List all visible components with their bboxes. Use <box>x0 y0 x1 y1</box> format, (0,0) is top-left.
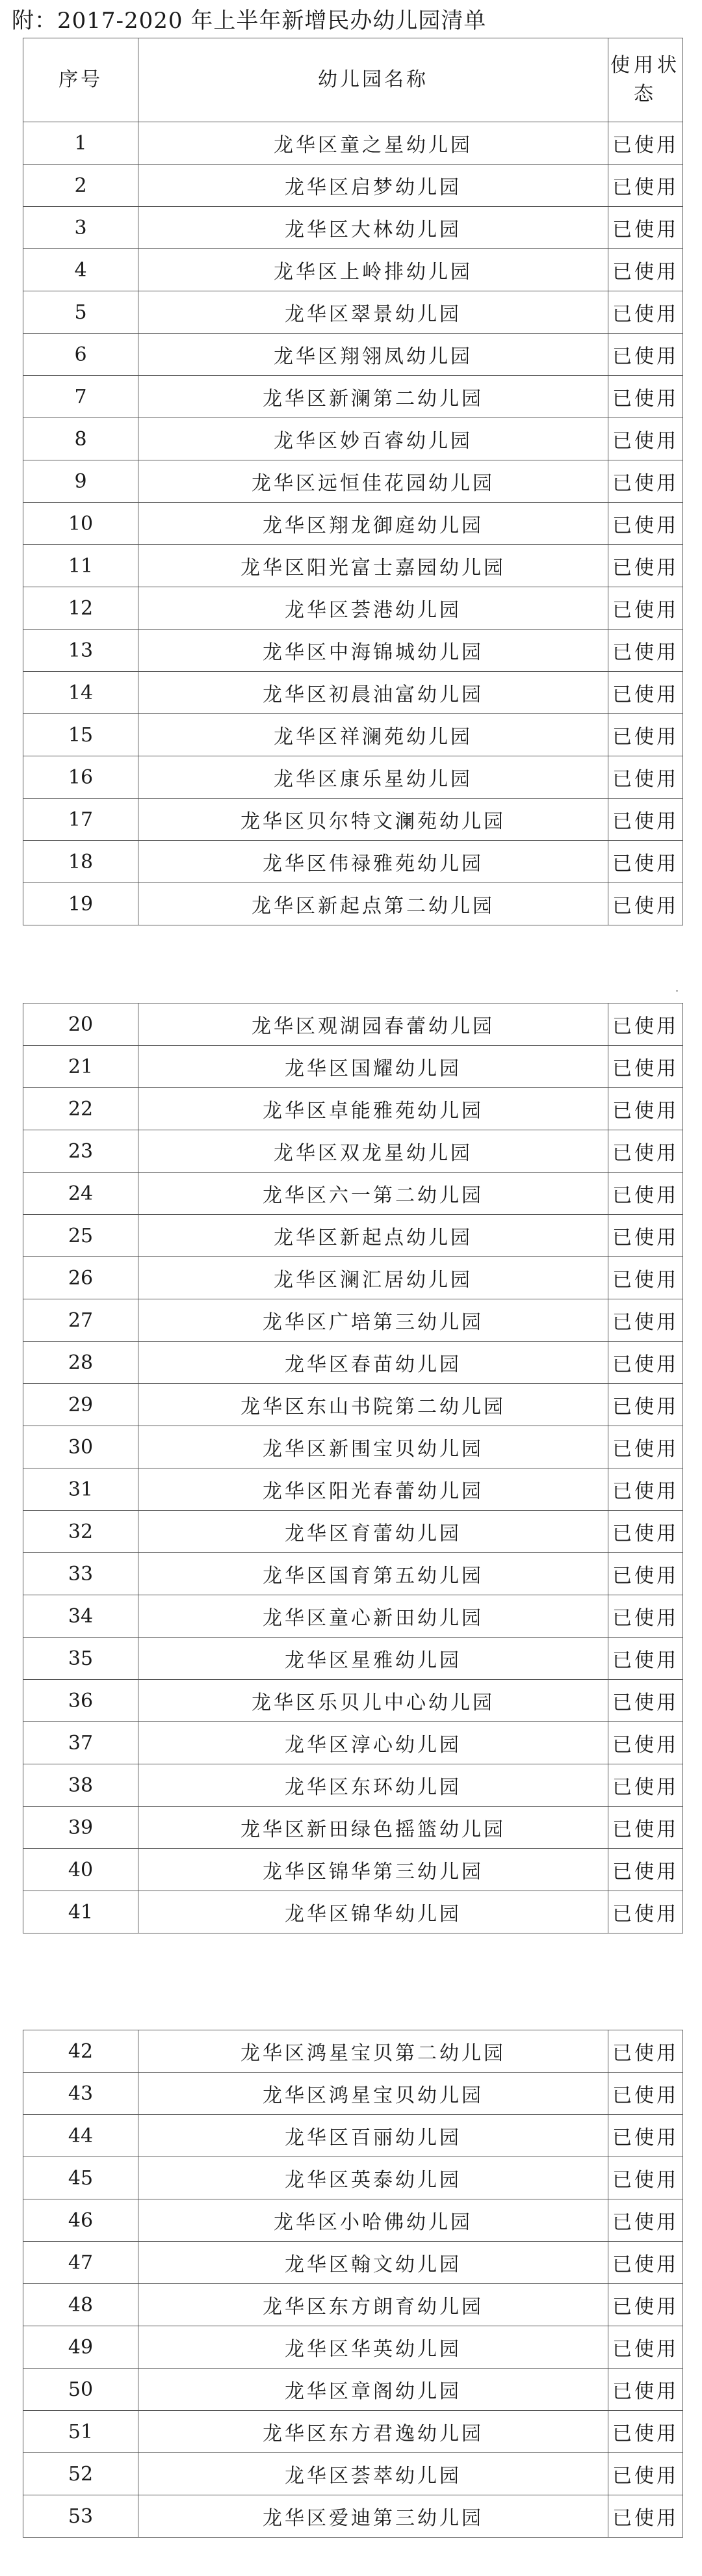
table-row <box>23 2453 683 2495</box>
table-row <box>23 630 683 672</box>
row-index: 52 <box>23 2453 138 2495</box>
table-row <box>23 1426 683 1468</box>
row-kindergarten-name: 龙华区启梦幼儿园 <box>138 165 608 207</box>
row-kindergarten-name: 龙华区阳光春蕾幼儿园 <box>138 1468 608 1511</box>
row-index: 8 <box>23 418 138 460</box>
row-kindergarten-name: 龙华区锦华第三幼儿园 <box>138 1849 608 1891</box>
row-kindergarten-name: 龙华区百丽幼儿园 <box>138 2115 608 2157</box>
row-kindergarten-name: 龙华区星雅幼儿园 <box>138 1638 608 1680</box>
row-kindergarten-name: 龙华区东方君逸幼儿园 <box>138 2411 608 2453</box>
row-status: 已使用 <box>608 1130 683 1173</box>
row-index: 36 <box>23 1680 138 1722</box>
row-status: 已使用 <box>608 1722 683 1764</box>
row-index: 26 <box>23 1257 138 1299</box>
header-status <box>608 38 683 122</box>
row-kindergarten-name: 龙华区乐贝儿中心幼儿园 <box>138 1680 608 1722</box>
table-row <box>23 460 683 503</box>
table-row <box>23 883 683 925</box>
row-index: 51 <box>23 2411 138 2453</box>
row-status: 已使用 <box>608 207 683 249</box>
row-index: 17 <box>23 799 138 841</box>
row-status: 已使用 <box>608 1257 683 1299</box>
row-status: 已使用 <box>608 1003 683 1046</box>
row-status: 已使用 <box>608 672 683 714</box>
row-index: 49 <box>23 2326 138 2369</box>
table-row <box>23 1342 683 1384</box>
row-index: 12 <box>23 587 138 630</box>
row-kindergarten-name: 龙华区东方朗育幼儿园 <box>138 2284 608 2326</box>
row-status: 已使用 <box>608 1426 683 1468</box>
row-kindergarten-name: 龙华区育蕾幼儿园 <box>138 1511 608 1553</box>
row-status: 已使用 <box>608 460 683 503</box>
row-status: 已使用 <box>608 2453 683 2495</box>
row-kindergarten-name: 龙华区双龙星幼儿园 <box>138 1130 608 1173</box>
row-status: 已使用 <box>608 1595 683 1638</box>
row-status: 已使用 <box>608 2242 683 2284</box>
row-kindergarten-name: 龙华区翠景幼儿园 <box>138 291 608 334</box>
row-status: 已使用 <box>608 249 683 291</box>
table-row <box>23 1553 683 1595</box>
row-status: 已使用 <box>608 2199 683 2242</box>
table-row <box>23 2326 683 2369</box>
row-status: 已使用 <box>608 1468 683 1511</box>
row-kindergarten-name: 龙华区六一第二幼儿园 <box>138 1173 608 1215</box>
row-kindergarten-name: 龙华区阳光富士嘉园幼儿园 <box>138 545 608 587</box>
row-index: 6 <box>23 334 138 376</box>
row-index: 14 <box>23 672 138 714</box>
row-kindergarten-name: 龙华区鸿星宝贝幼儿园 <box>138 2073 608 2115</box>
row-status: 已使用 <box>608 503 683 545</box>
row-index: 11 <box>23 545 138 587</box>
row-kindergarten-name: 龙华区春苗幼儿园 <box>138 1342 608 1384</box>
table-row <box>23 841 683 883</box>
table-row <box>23 1130 683 1173</box>
kindergarten-table-2 <box>23 1003 683 1933</box>
table-row <box>23 545 683 587</box>
row-status: 已使用 <box>608 1553 683 1595</box>
table-row <box>23 1680 683 1722</box>
row-index: 15 <box>23 714 138 756</box>
row-index: 33 <box>23 1553 138 1595</box>
row-kindergarten-name: 龙华区锦华幼儿园 <box>138 1891 608 1933</box>
table-row <box>23 2242 683 2284</box>
row-kindergarten-name: 龙华区贝尔特文澜苑幼儿园 <box>138 799 608 841</box>
row-status: 已使用 <box>608 2495 683 2538</box>
row-index: 16 <box>23 756 138 799</box>
row-status: 已使用 <box>608 1384 683 1426</box>
header-name: 幼儿园名称 <box>138 38 608 122</box>
row-index: 45 <box>23 2157 138 2199</box>
row-status: 已使用 <box>608 2369 683 2411</box>
table-row <box>23 1468 683 1511</box>
row-index: 28 <box>23 1342 138 1384</box>
table-row <box>23 291 683 334</box>
row-status: 已使用 <box>608 1215 683 1257</box>
row-kindergarten-name: 龙华区新澜第二幼儿园 <box>138 376 608 418</box>
table-row <box>23 587 683 630</box>
row-kindergarten-name: 龙华区初晨油富幼儿园 <box>138 672 608 714</box>
row-index: 29 <box>23 1384 138 1426</box>
row-status: 已使用 <box>608 883 683 925</box>
row-index: 44 <box>23 2115 138 2157</box>
row-kindergarten-name: 龙华区童心新田幼儿园 <box>138 1595 608 1638</box>
table-row <box>23 1088 683 1130</box>
row-kindergarten-name: 龙华区中海锦城幼儿园 <box>138 630 608 672</box>
table-row <box>23 1215 683 1257</box>
header-index: 序号 <box>23 38 138 122</box>
table-row <box>23 2030 683 2073</box>
row-kindergarten-name: 龙华区伟禄雅苑幼儿园 <box>138 841 608 883</box>
row-kindergarten-name: 龙华区爱迪第三幼儿园 <box>138 2495 608 2538</box>
row-status: 已使用 <box>608 1088 683 1130</box>
row-index: 19 <box>23 883 138 925</box>
row-status: 已使用 <box>608 2073 683 2115</box>
row-index: 10 <box>23 503 138 545</box>
row-status: 已使用 <box>608 1638 683 1680</box>
row-index: 50 <box>23 2369 138 2411</box>
row-status: 已使用 <box>608 291 683 334</box>
row-index: 20 <box>23 1003 138 1046</box>
row-index: 25 <box>23 1215 138 1257</box>
table-row <box>23 2073 683 2115</box>
table-row <box>23 1046 683 1088</box>
row-index: 1 <box>23 122 138 165</box>
row-kindergarten-name: 龙华区大林幼儿园 <box>138 207 608 249</box>
row-status: 已使用 <box>608 630 683 672</box>
row-kindergarten-name: 龙华区东山书院第二幼儿园 <box>138 1384 608 1426</box>
row-status: 已使用 <box>608 376 683 418</box>
row-kindergarten-name: 龙华区妙百睿幼儿园 <box>138 418 608 460</box>
row-status: 已使用 <box>608 122 683 165</box>
row-kindergarten-name: 龙华区新围宝贝幼儿园 <box>138 1426 608 1468</box>
row-status: 已使用 <box>608 756 683 799</box>
row-index: 38 <box>23 1764 138 1807</box>
table-row <box>23 1511 683 1553</box>
table-row <box>23 1638 683 1680</box>
row-kindergarten-name: 龙华区荟港幼儿园 <box>138 587 608 630</box>
row-index: 3 <box>23 207 138 249</box>
row-index: 21 <box>23 1046 138 1088</box>
row-index: 18 <box>23 841 138 883</box>
row-status: 已使用 <box>608 2030 683 2073</box>
row-kindergarten-name: 龙华区澜汇居幼儿园 <box>138 1257 608 1299</box>
row-index: 39 <box>23 1807 138 1849</box>
table-row <box>23 207 683 249</box>
row-index: 43 <box>23 2073 138 2115</box>
row-kindergarten-name: 龙华区翔翎凤幼儿园 <box>138 334 608 376</box>
table-row <box>23 1003 683 1046</box>
header-status-label: 使用状态 <box>610 54 681 105</box>
row-index: 31 <box>23 1468 138 1511</box>
row-kindergarten-name: 龙华区国耀幼儿园 <box>138 1046 608 1088</box>
row-index: 41 <box>23 1891 138 1933</box>
table-row <box>23 2495 683 2538</box>
table-row <box>23 1299 683 1342</box>
row-kindergarten-name: 龙华区远恒佳花园幼儿园 <box>138 460 608 503</box>
table-row <box>23 165 683 207</box>
row-kindergarten-name: 龙华区翔龙御庭幼儿园 <box>138 503 608 545</box>
table-row <box>23 2115 683 2157</box>
row-status: 已使用 <box>608 2157 683 2199</box>
table-row <box>23 2199 683 2242</box>
table-row <box>23 2284 683 2326</box>
row-status: 已使用 <box>608 1764 683 1807</box>
row-index: 42 <box>23 2030 138 2073</box>
row-kindergarten-name: 龙华区荟萃幼儿园 <box>138 2453 608 2495</box>
row-index: 48 <box>23 2284 138 2326</box>
row-status: 已使用 <box>608 1342 683 1384</box>
row-index: 46 <box>23 2199 138 2242</box>
row-status: 已使用 <box>608 1173 683 1215</box>
row-kindergarten-name: 龙华区鸿星宝贝第二幼儿园 <box>138 2030 608 2073</box>
row-kindergarten-name: 龙华区康乐星幼儿园 <box>138 756 608 799</box>
row-status: 已使用 <box>608 1807 683 1849</box>
row-kindergarten-name: 龙华区翰文幼儿园 <box>138 2242 608 2284</box>
row-status: 已使用 <box>608 714 683 756</box>
row-index: 13 <box>23 630 138 672</box>
row-status: 已使用 <box>608 2115 683 2157</box>
row-status: 已使用 <box>608 1299 683 1342</box>
row-index: 22 <box>23 1088 138 1130</box>
table-row <box>23 1595 683 1638</box>
table-row <box>23 418 683 460</box>
row-kindergarten-name: 龙华区章阁幼儿园 <box>138 2369 608 2411</box>
row-kindergarten-name: 龙华区小哈佛幼儿园 <box>138 2199 608 2242</box>
table-row <box>23 2411 683 2453</box>
table-row <box>23 1173 683 1215</box>
table-row <box>23 376 683 418</box>
row-index: 37 <box>23 1722 138 1764</box>
row-status: 已使用 <box>608 2326 683 2369</box>
table-row <box>23 1849 683 1891</box>
table-row <box>23 249 683 291</box>
row-status: 已使用 <box>608 799 683 841</box>
row-status: 已使用 <box>608 1680 683 1722</box>
row-kindergarten-name: 龙华区新起点幼儿园 <box>138 1215 608 1257</box>
row-status: 已使用 <box>608 587 683 630</box>
row-index: 35 <box>23 1638 138 1680</box>
row-index: 30 <box>23 1426 138 1468</box>
table-row <box>23 1807 683 1849</box>
table-row <box>23 756 683 799</box>
row-index: 34 <box>23 1595 138 1638</box>
row-kindergarten-name: 龙华区卓能雅苑幼儿园 <box>138 1088 608 1130</box>
row-status: 已使用 <box>608 1511 683 1553</box>
row-kindergarten-name: 龙华区祥澜苑幼儿园 <box>138 714 608 756</box>
table-row <box>23 2157 683 2199</box>
table-row <box>23 1891 683 1933</box>
row-kindergarten-name: 龙华区童之星幼儿园 <box>138 122 608 165</box>
row-index: 47 <box>23 2242 138 2284</box>
table-row <box>23 122 683 165</box>
table-row <box>23 1764 683 1807</box>
table-header-row <box>23 38 683 122</box>
page-title: 附：2017-2020 年上半年新增民办幼儿园清单 <box>12 8 487 34</box>
kindergarten-table-3 <box>23 2030 683 2538</box>
table-row <box>23 503 683 545</box>
row-index: 24 <box>23 1173 138 1215</box>
row-kindergarten-name: 龙华区华英幼儿园 <box>138 2326 608 2369</box>
row-status: 已使用 <box>608 1891 683 1933</box>
row-kindergarten-name: 龙华区新起点第二幼儿园 <box>138 883 608 925</box>
table-row <box>23 714 683 756</box>
row-index: 9 <box>23 460 138 503</box>
row-index: 40 <box>23 1849 138 1891</box>
kindergarten-table-1 <box>23 38 683 925</box>
row-kindergarten-name: 龙华区上岭排幼儿园 <box>138 249 608 291</box>
row-kindergarten-name: 龙华区国育第五幼儿园 <box>138 1553 608 1595</box>
row-status: 已使用 <box>608 2411 683 2453</box>
row-index: 27 <box>23 1299 138 1342</box>
row-index: 53 <box>23 2495 138 2538</box>
row-status: 已使用 <box>608 2284 683 2326</box>
scan-speck <box>676 990 678 992</box>
row-index: 2 <box>23 165 138 207</box>
table-row <box>23 672 683 714</box>
row-kindergarten-name: 龙华区东环幼儿园 <box>138 1764 608 1807</box>
row-status: 已使用 <box>608 418 683 460</box>
row-status: 已使用 <box>608 545 683 587</box>
row-index: 5 <box>23 291 138 334</box>
row-kindergarten-name: 龙华区英泰幼儿园 <box>138 2157 608 2199</box>
row-status: 已使用 <box>608 334 683 376</box>
row-status: 已使用 <box>608 1849 683 1891</box>
row-kindergarten-name: 龙华区新田绿色摇篮幼儿园 <box>138 1807 608 1849</box>
row-index: 4 <box>23 249 138 291</box>
row-status: 已使用 <box>608 165 683 207</box>
row-index: 32 <box>23 1511 138 1553</box>
row-kindergarten-name: 龙华区广培第三幼儿园 <box>138 1299 608 1342</box>
table-row <box>23 1257 683 1299</box>
table-row <box>23 1722 683 1764</box>
table-row <box>23 334 683 376</box>
row-kindergarten-name: 龙华区淳心幼儿园 <box>138 1722 608 1764</box>
row-kindergarten-name: 龙华区观湖园春蕾幼儿园 <box>138 1003 608 1046</box>
table-row <box>23 2369 683 2411</box>
row-status: 已使用 <box>608 1046 683 1088</box>
row-index: 7 <box>23 376 138 418</box>
table-row <box>23 1384 683 1426</box>
table-row <box>23 799 683 841</box>
row-index: 23 <box>23 1130 138 1173</box>
row-status: 已使用 <box>608 841 683 883</box>
